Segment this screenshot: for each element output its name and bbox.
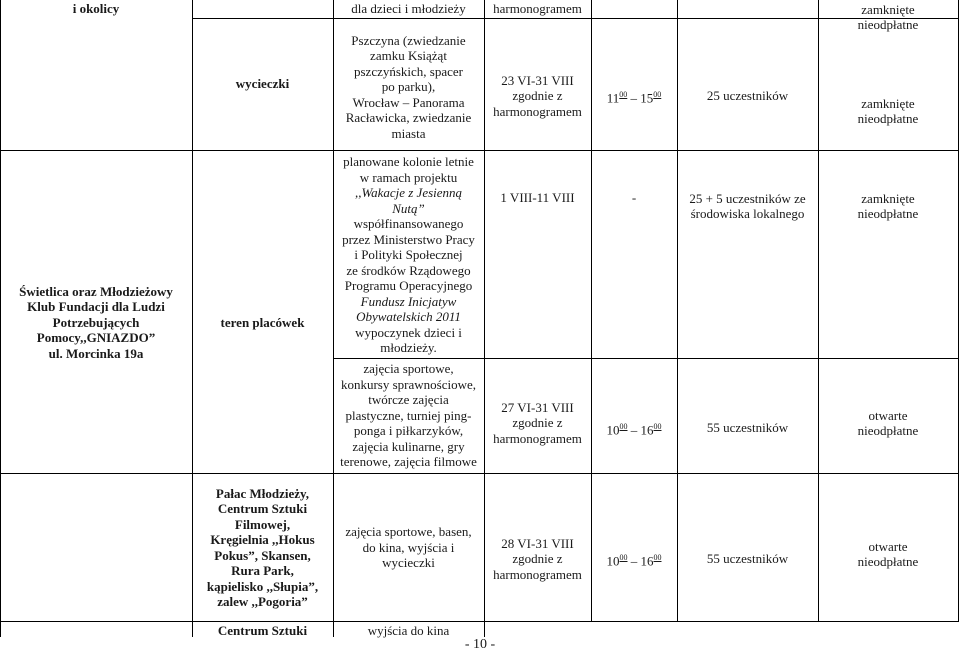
row3b-desc-line: terenowe, zajęcia filmowe — [340, 454, 477, 470]
row4-place-line: zalew ,,Pogoria” — [217, 594, 308, 609]
row4-desc-line: wycieczki — [382, 555, 435, 571]
row2-time: $11^{00} - 15^{00}$ — [606, 89, 662, 105]
row4-place-line: Pokus”, Skansen, — [214, 547, 311, 563]
row3b-desc-line: ponga i piłkarzyków, — [353, 423, 464, 439]
row3a-desc-cell — [333, 154, 484, 357]
row4-place-line: Pałac Młodzieży, — [215, 485, 310, 501]
row3b-desc-line: plastyczne, turniej ping- — [345, 407, 472, 423]
row4-desc-line: do kina, wyjścia i — [362, 539, 455, 555]
table-border-right — [958, 0, 959, 621]
row2-date-line: zgodnie z — [512, 88, 563, 104]
row3a-date: 1 VIII-11 VIII — [500, 190, 575, 206]
row3-org-cell — [0, 150, 192, 473]
row3a-count-cell — [677, 186, 818, 226]
row3a-desc-italic: ,,Wakacje z Jesienną — [354, 185, 463, 200]
row3a-time-cell — [591, 186, 677, 210]
row3a-desc-line: wypoczynek dzieci i — [355, 324, 462, 340]
row3b-status-line: nieodpłatne — [857, 423, 919, 438]
row3b-date-line: 27 VI-31 VIII — [501, 399, 574, 415]
row4-place-line: kąpielisko ,,Słupia”, — [206, 578, 319, 594]
row4-date-cell — [484, 474, 591, 644]
row1-status-cell — [818, 0, 958, 34]
row3a-desc-line: i Polityki Społecznej — [354, 247, 463, 262]
row4-place-line: Rura Park, — [231, 563, 294, 578]
row2-desc-line: Racławicka, zwiedzanie — [345, 110, 472, 126]
row3a-desc-line: planowane kolonie letnie — [343, 154, 474, 169]
row5-place: Centrum Sztuki — [217, 623, 308, 639]
row3b-desc-line: twórcze zajęcia — [368, 392, 449, 408]
row3a-count-line: środowiska lokalnego — [690, 206, 805, 221]
page-number: - 10 - — [464, 637, 496, 652]
row3-org-line: Świetlica oraz Młodzieżowy — [19, 283, 173, 299]
row3a-desc-line: ze środków Rządowego — [346, 262, 471, 278]
row2-desc-line: Wrocław – Panorama — [352, 94, 465, 110]
row5-desc: wyjścia do kina — [367, 623, 450, 639]
row2-status-cell — [818, 88, 958, 134]
row3-org-line: Potrzebujących — [52, 314, 140, 330]
row2-time-cell — [591, 18, 677, 174]
row4-time: $10^{00} - 16^{00}$ — [606, 552, 662, 568]
row4-status-line: nieodpłatne — [857, 554, 919, 569]
row2-status-line: zamknięte — [861, 95, 915, 111]
row3a-desc-italic: Obywatelskich 2011 — [356, 309, 461, 324]
row4-count: 55 uczestników — [706, 551, 789, 567]
row4-place-cell — [192, 474, 333, 621]
row3a-status-cell — [818, 186, 958, 226]
row4-desc-cell — [333, 474, 484, 621]
row3b-desc-line: zajęcia kulinarne, gry — [352, 438, 465, 454]
row3b-date-line: zgodnie z — [512, 415, 563, 431]
row3b-desc-cell — [333, 358, 484, 473]
row2-desc-line: pszczyńskich, spacer — [353, 63, 463, 79]
row3-org-line: Pomocy,,GNIAZDO” — [36, 330, 156, 346]
row3b-time: $10^{00} - 16^{00}$ — [606, 421, 662, 437]
row2-desc-line: po parku), — [381, 79, 436, 95]
row3a-desc-italic: Nutą” — [392, 200, 425, 216]
row4-status-cell — [818, 474, 958, 634]
row3-org-line: Klub Fundacji dla Ludzi — [27, 299, 165, 315]
row3a-desc-line: przez Ministerstwo Pracy — [342, 231, 475, 247]
row1-status-1: zamknięte — [861, 1, 915, 17]
row1-date: harmonogramem — [493, 1, 582, 17]
row3a-desc-line: w ramach projektu — [359, 169, 458, 185]
row4-date-line: zgodnie z — [512, 551, 563, 567]
row3-org-line: ul. Morcinka 19a — [48, 345, 144, 361]
row3b-date-line: harmonogramem — [493, 430, 582, 446]
row4-time-cell — [591, 474, 677, 644]
row2-desc-cell — [333, 31, 484, 143]
row1-org-cell — [0, 0, 192, 18]
row2-place: wycieczki — [235, 76, 290, 92]
row3a-desc-line: współfinansowanego — [353, 216, 464, 231]
row2-date-line: harmonogramem — [493, 103, 582, 119]
row3a-date-cell — [484, 186, 591, 210]
row2-date-line: 23 VI-31 VIII — [501, 72, 574, 88]
row3a-time: - — [631, 190, 637, 206]
row2-date-cell — [484, 18, 591, 174]
row3a-desc-italic: Fundusz Inicjatyw — [360, 293, 457, 309]
row1-date-cell — [484, 0, 591, 18]
row4-place-line: Filmowej, — [234, 516, 291, 532]
row1-org: i okolicy — [72, 1, 120, 17]
row2-count-cell — [677, 18, 818, 174]
row3b-desc-line: zajęcia sportowe, — [363, 361, 454, 377]
row2-desc-line: zamku Książąt — [370, 48, 447, 64]
row2-place-cell — [192, 18, 333, 150]
row4-status-line: otwarte — [868, 538, 908, 554]
row3a-status-line: nieodpłatne — [857, 206, 919, 221]
row3b-count: 55 uczestników — [706, 420, 789, 436]
row3a-status-line: zamknięte — [861, 190, 915, 206]
row4-count-cell — [677, 474, 818, 644]
row4-date-line: harmonogramem — [493, 566, 582, 582]
row1-status-2: nieodpłatne — [857, 17, 919, 32]
row4-date-line: 28 VI-31 VIII — [501, 535, 574, 551]
row3a-desc-line: młodzieży. — [380, 340, 437, 355]
row3-place: teren placówek — [220, 314, 305, 330]
row3a-count-line: 25 + 5 uczestników ze — [689, 190, 806, 206]
row3b-status-cell — [818, 358, 958, 488]
row3b-desc-line: konkursy sprawnościowe, — [340, 376, 477, 392]
row4-place-line: Kręgielnia ,,Hokus — [210, 532, 315, 547]
row2-desc-line: Pszczyna (zwiedzanie — [351, 32, 466, 48]
row3a-desc-line: Programu Operacyjnego — [344, 278, 473, 293]
row2-desc-line: miasta — [391, 125, 426, 141]
row3-place-cell — [192, 150, 333, 473]
row3b-date-cell — [484, 358, 591, 488]
row4-desc-line: zajęcia sportowe, basen, — [345, 524, 472, 540]
row3b-status-line: otwarte — [868, 407, 908, 423]
row1-desc-cell — [333, 0, 484, 18]
row2-status-line: nieodpłatne — [857, 111, 919, 126]
row4-place-line: Centrum Sztuki — [217, 501, 308, 516]
row1-desc: dla dzieci i młodzieży — [351, 1, 466, 17]
row2-count: 25 uczestników — [706, 88, 789, 104]
